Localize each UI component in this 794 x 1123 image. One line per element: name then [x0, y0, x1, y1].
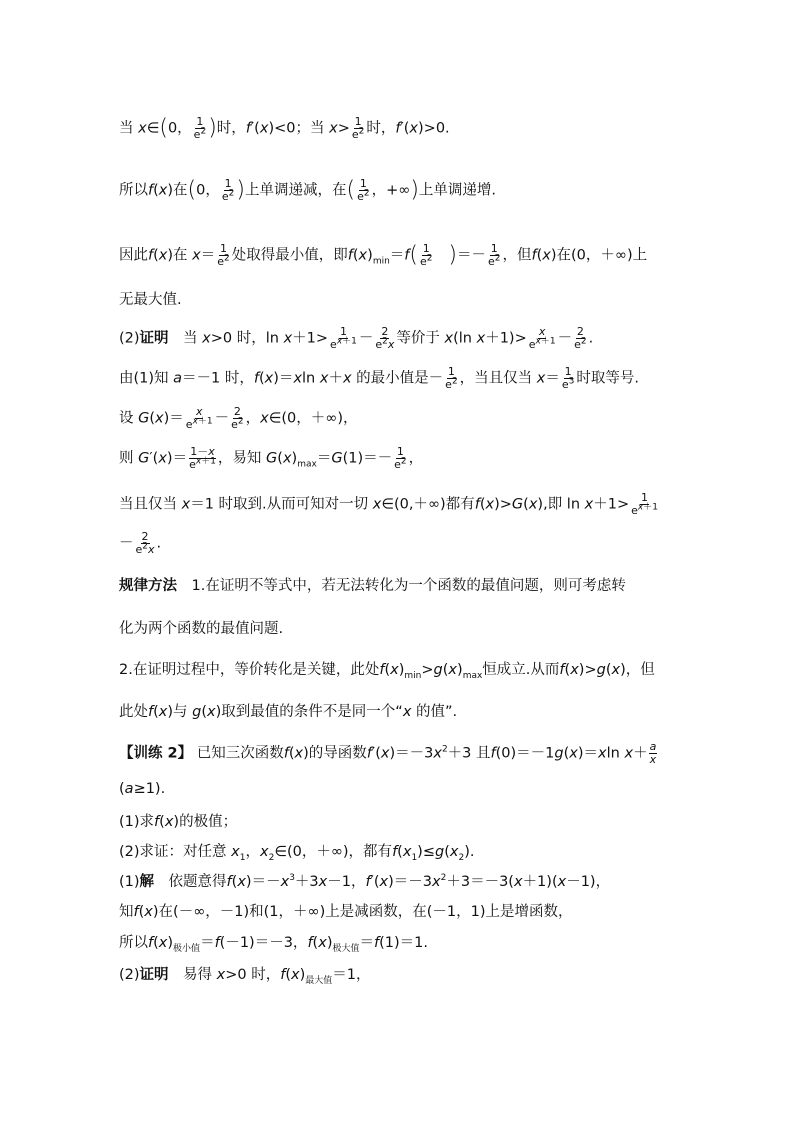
text-line-14: 此处f(x)与 g(x)取到最值的条件不是同一个“x 的值”. [119, 704, 458, 720]
text-line-17: (1)求f(x)的极值； [119, 814, 238, 830]
text-line-20: 知f(x)在(－∞，－1)和(1，＋∞)上是减函数，在(－1，1)上是增函数， [119, 904, 573, 920]
text-line-15: 【训练 2】 已知三次函数f(x)的导函数$f'(x)=-3x^2+3$ 且f(0)＝－1g(x)＝xln x＋ $\frac{a}{x}$ [119, 740, 657, 766]
text-line-1: 当 x∈(0， $\frac{1}{e^2}$ )时，f′(x)<0；当 x> $\frac{1}{e^2}$ 时，f′(x)>0. [119, 115, 450, 141]
text-line-4: 无最大值. [119, 292, 182, 308]
text-line-7: 设 G(x)＝ $\frac{x}{e^{x+1}}$ － $\frac{2}{e^2}$ ，x∈(0，＋∞)， [119, 405, 358, 431]
text-line-5: (2)证明 当 x>0 时，ln x＋1> $\frac{1}{e^{x+1}}$ － $\frac{2}{e^2x}$ 等价于 x(ln x＋1)> $\frac{x}{e^{x+1}}$ － $\frac{2}{e^2}$ . [119, 325, 594, 351]
text-line-13: 2.在证明过程中，等价转化是关键，此处$f(x)_{min}>g(x)_{max}$恒成立.从而f(x)>g(x)，但 [119, 662, 655, 681]
text-line-11: 规律方法 1.在证明不等式中，若无法转化为一个函数的最值问题，则可考虑转 [119, 578, 626, 594]
text-line-19: (1)解 依题意得$f(x)=-x^3+3x-1$，$f'(x)=-3x^2+3=-3(x+1)(x-1)$， [119, 873, 611, 890]
text-line-21: 所以$f(x)_{极小值}=f(-1)=-3$，$f(x)_{极大值}=f(1)=1$. [119, 935, 428, 954]
text-line-2: 所以f(x)在(0， $\frac{1}{e^2}$ )上单调递减，在( $\frac{1}{e^2}$ ，+∞)上单调递增. [119, 177, 497, 203]
text-line-6: 由(1)知 a＝－1 时，f(x)＝xln x＋x 的最小值是－ $\frac{1}{e^2}$ ，当且仅当 x＝ $\frac{1}{e^3}$ 时取等号. [119, 365, 639, 391]
text-line-8: 则 G′(x)＝ $\frac{1-x}{e^{x+1}}$ ，易知 $G(x)_{max}=G(1)=-$ $\frac{1}{e^2}$ ， [119, 445, 424, 471]
text-line-3: 因此f(x)在 x＝ $\frac{1}{e^2}$ 处取得最小值，即$f(x)_{min}=f$( $\frac{1}{e^2}$ )＝－ $\frac{1}{e^2}$ ，但f(x)在(0，＋∞)上 [119, 242, 648, 268]
text-line-22: (2)证明 易得 x>0 时，$f(x)_{最大值}=1$， [119, 967, 371, 986]
text-line-12: 化为两个函数的最值问题. [119, 621, 284, 637]
text-line-18: (2)求证：对任意 $x_1$，$x_2\in(0$，＋∞)，都有$f(x_1)\le g(x_2)$. [119, 844, 475, 863]
text-line-16: (a≥1). [119, 781, 166, 797]
text-line-9: 当且仅当 x＝1 时取到.从而可知对一切 x∈(0,＋∞)都有f(x)>G(x),即 ln x＋1> $\frac{1}{e^{x+1}}$ [119, 491, 658, 517]
text-line-10: － $\frac{2}{e^2x}$ . [119, 530, 162, 556]
